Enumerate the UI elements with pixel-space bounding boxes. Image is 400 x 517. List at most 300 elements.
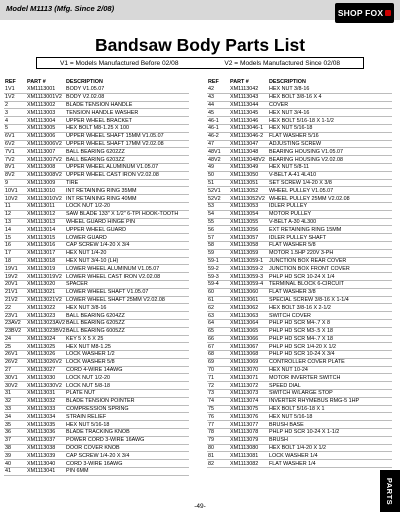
table-row xyxy=(207,180,392,188)
ref-cell: 69 xyxy=(208,359,214,366)
table-row xyxy=(4,86,189,94)
description-cell: PHLP HD SCR M4-.7 X 8 xyxy=(269,320,331,327)
part-number-cell: XM1113016 xyxy=(27,242,56,249)
description-cell: HEX NUT 5/16-18 xyxy=(269,125,313,132)
part-number-cell: XM1113062 xyxy=(230,304,259,311)
ref-cell: 12 xyxy=(5,211,11,218)
header-part: PART # xyxy=(27,79,46,85)
part-number-cell: XM1113010 xyxy=(27,187,56,194)
ref-cell: 59-3 xyxy=(208,273,219,280)
table-row xyxy=(4,413,189,421)
description-cell: SET SCREW 1/4-20 X 3/8 xyxy=(269,179,332,186)
part-number-cell: XM1113007 xyxy=(27,148,56,155)
ref-cell: 10V2 xyxy=(5,195,18,202)
ref-cell: 48V1 xyxy=(208,148,221,155)
table-row xyxy=(4,94,189,102)
table-row xyxy=(4,141,189,149)
table-row xyxy=(4,289,189,297)
description-cell: UPPER WHEEL ALUMINUM V1.05.07 xyxy=(66,164,159,171)
ref-cell: 66 xyxy=(208,335,214,342)
description-cell: LOCK WASHER 5/8 xyxy=(66,359,115,366)
ref-cell: 59-4 xyxy=(208,281,219,288)
part-number-cell: XM1113043 xyxy=(230,94,259,101)
part-number-cell: XM1113059-2 xyxy=(230,265,264,272)
table-header xyxy=(4,78,189,86)
table-row xyxy=(4,109,189,117)
table-row xyxy=(207,421,392,429)
table-row xyxy=(4,250,189,258)
ref-cell: 63 xyxy=(208,312,214,319)
ref-cell: 58 xyxy=(208,242,214,249)
ref-cell: 75 xyxy=(208,406,214,413)
table-row xyxy=(4,164,189,172)
part-number-cell: XM1113073 xyxy=(230,390,259,397)
part-number-cell: XM1113024 xyxy=(27,335,56,342)
part-number-cell: XM1113017 xyxy=(27,250,56,257)
ref-cell: 40 xyxy=(5,460,11,467)
ref-cell: 46-1 xyxy=(208,125,219,132)
part-number-cell: XM1113033 xyxy=(27,406,56,413)
description-cell: DOOR COVER KNOB xyxy=(66,445,120,452)
description-cell: SPACER xyxy=(66,281,88,288)
table-row xyxy=(4,452,189,460)
ref-cell: 65 xyxy=(208,328,214,335)
part-number-cell: XM1113067 xyxy=(230,343,259,350)
part-number-cell: XM1113012 xyxy=(27,211,56,218)
ref-cell: 16 xyxy=(5,242,11,249)
table-row xyxy=(4,382,189,390)
page-number: -49- xyxy=(194,503,206,510)
table-row xyxy=(4,406,189,414)
part-number-cell: XM1113060 xyxy=(230,289,259,296)
part-number-cell: XM1113001 xyxy=(27,86,56,93)
part-number-cell: XM1113068 xyxy=(230,351,259,358)
ref-cell: 47 xyxy=(208,140,214,147)
table-row xyxy=(207,242,392,250)
ref-cell: 26V2 xyxy=(5,359,18,366)
ref-cell: 19V2 xyxy=(5,273,18,280)
part-number-cell: XM1113061 xyxy=(230,296,259,303)
ref-cell: 79 xyxy=(208,437,214,444)
ref-cell: 10V1 xyxy=(5,187,18,194)
description-cell: CORD 4-WIRE 14AWG xyxy=(66,367,123,374)
part-number-cell: XM1113080 xyxy=(230,445,259,452)
ref-cell: 27 xyxy=(5,367,11,374)
ref-cell: 35 xyxy=(5,421,11,428)
part-number-cell: XM1113053 xyxy=(230,203,259,210)
table-row xyxy=(4,172,189,180)
description-cell: HEX NUT 3/4-10 (LH) xyxy=(66,257,119,264)
part-number-cell: XM1113081 xyxy=(230,452,259,459)
ref-cell: 54 xyxy=(208,211,214,218)
table-row xyxy=(207,94,392,102)
part-number-cell: XM1113047 xyxy=(230,140,259,147)
table-row xyxy=(207,445,392,453)
part-number-cell: XM1113038 xyxy=(27,445,56,452)
table-row xyxy=(207,109,392,117)
ref-cell: 53 xyxy=(208,203,214,210)
part-number-cell: XM1113035 xyxy=(27,421,56,428)
ref-cell: 24 xyxy=(5,335,11,342)
ref-cell: 23AV2 xyxy=(5,320,21,327)
table-row xyxy=(4,359,189,367)
table-row xyxy=(4,297,189,305)
description-cell: BEARING HOUSING V2.02.08 xyxy=(269,156,343,163)
ref-cell: 59-1 xyxy=(208,257,219,264)
table-row xyxy=(4,133,189,141)
ref-cell: 11 xyxy=(5,203,11,210)
part-number-cell: XM1113018 xyxy=(27,257,56,264)
part-number-cell: XM1113049 xyxy=(230,164,259,171)
description-cell: BODY V1.05.07 xyxy=(66,86,105,93)
table-row xyxy=(207,133,392,141)
description-cell: LOWER WHEEL CAST IRON V2.02.08 xyxy=(66,273,161,280)
description-cell: JUNCTION BOX REAR COVER xyxy=(269,257,347,264)
description-cell: LOCK WASHER 1/4 xyxy=(269,452,318,459)
description-cell: FLAT WASHER 1/4 xyxy=(269,460,316,467)
table-row xyxy=(207,156,392,164)
table-row xyxy=(207,429,392,437)
ref-cell: 33 xyxy=(5,406,11,413)
description-cell: UPPER WHEEL BRACKET xyxy=(66,117,132,124)
part-number-cell: XM1113004 xyxy=(27,117,56,124)
table-row xyxy=(207,273,392,281)
table-row xyxy=(4,117,189,125)
part-number-cell: XM1113013 xyxy=(27,218,56,225)
table-row xyxy=(207,219,392,227)
table-row xyxy=(4,304,189,312)
description-cell: LOCK NUT 1/2-20 xyxy=(66,203,110,210)
shop-fox-logo xyxy=(335,3,394,23)
ref-cell: 73 xyxy=(208,390,214,397)
table-row xyxy=(207,382,392,390)
ref-cell: 21V1 xyxy=(5,289,18,296)
table-row xyxy=(4,312,189,320)
ref-cell: 80 xyxy=(208,445,214,452)
description-cell: UPPER WHEEL SHAFT 15MM V1.05.07 xyxy=(66,133,164,140)
table-row xyxy=(207,258,392,266)
table-row xyxy=(4,258,189,266)
description-cell: BRUSH xyxy=(269,437,288,444)
header-description: DESCRIPTION xyxy=(66,79,103,85)
description-cell: CORD 3-WIRE 16AWG xyxy=(66,460,123,467)
table-row xyxy=(4,374,189,382)
ref-cell: 76 xyxy=(208,413,214,420)
table-row xyxy=(4,226,189,234)
page-title: Bandsaw Body Parts List xyxy=(94,35,306,55)
table-row xyxy=(207,117,392,125)
parts-table-right xyxy=(207,78,392,468)
table-row xyxy=(207,195,392,203)
table-row xyxy=(207,250,392,258)
ref-cell: 43 xyxy=(208,94,214,101)
part-number-cell: XM1113008V2 xyxy=(27,172,62,179)
part-number-cell: XM1113054 xyxy=(230,211,259,218)
part-number-cell: XM1113009 xyxy=(27,179,56,186)
ref-cell: 13 xyxy=(5,218,11,225)
description-cell: BALL BEARING 6202ZZ xyxy=(66,148,125,155)
part-number-cell: XM1113023BV2 xyxy=(27,328,66,335)
part-number-cell: XM1113010V2 xyxy=(27,195,62,202)
description-cell: SPEED DIAL xyxy=(269,382,301,389)
table-row xyxy=(207,141,392,149)
description-cell: BALL BEARING 6203ZZ xyxy=(66,156,125,163)
part-number-cell: XM1113082 xyxy=(230,460,259,467)
part-number-cell: XM1113021 xyxy=(27,289,56,296)
table-row xyxy=(207,351,392,359)
part-number-cell: XM1113039 xyxy=(27,452,56,459)
parts-table-left xyxy=(4,78,189,476)
part-number-cell: XM1113022 xyxy=(27,304,56,311)
table-row xyxy=(207,164,392,172)
part-number-cell: XM1113026V2 xyxy=(27,359,62,366)
part-number-cell: XM1113051 xyxy=(230,179,259,186)
table-row xyxy=(4,437,189,445)
part-number-cell: XM1113046 xyxy=(230,117,259,124)
ref-cell: 9 xyxy=(5,179,8,186)
table-row xyxy=(4,336,189,344)
description-cell: INVERTER RHYMEBUS RMG-5 1HP xyxy=(269,398,360,405)
ref-cell: 4 xyxy=(5,117,8,124)
legend-v2: V2 = Models Manufactured Since 02/08 xyxy=(224,59,341,67)
part-number-cell: XM1113071 xyxy=(230,374,259,381)
description-cell: LOWER GUARD xyxy=(66,234,107,241)
ref-cell: 82 xyxy=(208,460,214,467)
part-number-cell: XM1113020 xyxy=(27,281,56,288)
description-cell: HEX BOLT 5/16-18 X 1-1/2 xyxy=(269,117,334,124)
description-cell: PIN 6MM xyxy=(66,468,89,475)
description-cell: PHLP HD SCR 10-24 X 1-1/2 xyxy=(269,429,340,436)
ref-cell: 34 xyxy=(5,413,11,420)
description-cell: TERMINAL BLOCK 6-CIRCUIT xyxy=(269,281,344,288)
part-number-cell: XM1113076 xyxy=(230,413,259,420)
ref-cell: 67 xyxy=(208,343,214,350)
part-number-cell: XM1113008 xyxy=(27,164,56,171)
part-number-cell: XM1113041 xyxy=(27,468,56,475)
table-row xyxy=(4,281,189,289)
description-cell: WHEEL PULLEY 25MM V2.02.08 xyxy=(269,195,350,202)
description-cell: BALL BEARING 6205ZZ xyxy=(66,320,125,327)
table-row xyxy=(4,102,189,110)
description-cell: TIRE xyxy=(66,179,79,186)
table-row xyxy=(207,297,392,305)
table-row xyxy=(4,242,189,250)
ref-cell: 2 xyxy=(5,101,8,108)
ref-cell: 56 xyxy=(208,226,214,233)
table-row xyxy=(207,187,392,195)
ref-cell: 19V1 xyxy=(5,265,18,272)
part-number-cell: XM1113026 xyxy=(27,351,56,358)
header-ref: REF xyxy=(5,79,16,85)
description-cell: SAW BLADE 133" X 1/2" 6-TPI HOOK-TOOTH xyxy=(66,211,179,218)
table-row xyxy=(207,211,392,219)
description-cell: SWITCH W/LARGE STOP xyxy=(269,390,333,397)
table-row xyxy=(4,398,189,406)
description-cell: LOCK NUT 5/8-18 xyxy=(66,382,110,389)
description-cell: MOTOR PULLEY xyxy=(269,211,312,218)
part-number-cell: XM1113023AV2 xyxy=(27,320,66,327)
part-number-cell: XM1113014 xyxy=(27,226,56,233)
table-row xyxy=(4,180,189,188)
ref-cell: 81 xyxy=(208,452,214,459)
description-cell: UPPER WHEEL GUARD xyxy=(66,226,127,233)
ref-cell: 1V2 xyxy=(5,94,15,101)
legend-v1: V1 = Models Manufactured Before 02/08 xyxy=(59,59,179,67)
ref-cell: 51 xyxy=(208,179,214,186)
ref-cell: 14 xyxy=(5,226,11,233)
description-cell: HEX BOLT 3/8-16 X 2-1/2 xyxy=(269,304,331,311)
description-cell: HEX NUT 3/4-16 xyxy=(269,109,310,116)
table-row xyxy=(4,343,189,351)
fox-logo-icon xyxy=(385,10,391,16)
table-row xyxy=(4,460,189,468)
table-row xyxy=(207,86,392,94)
description-cell: BLADE TRACKING KNOB xyxy=(66,429,130,436)
table-row xyxy=(4,203,189,211)
table-row xyxy=(4,273,189,281)
description-cell: JUNCTION BOX FRONT COVER xyxy=(269,265,350,272)
table-row xyxy=(207,312,392,320)
table-row xyxy=(4,125,189,133)
description-cell: HEX BOLT 5/16-18 X 1 xyxy=(269,406,325,413)
description-cell: IDLER PULLEY SHAFT xyxy=(269,234,327,241)
ref-cell: 52V2 xyxy=(208,195,221,202)
part-number-cell: XM1113037 xyxy=(27,437,56,444)
ref-cell: 77 xyxy=(208,421,214,428)
header-ref: REF xyxy=(208,79,219,85)
table-row xyxy=(4,211,189,219)
description-cell: COMPRESSION SPRING xyxy=(66,406,129,413)
part-number-cell: XM1113079 xyxy=(230,437,259,444)
table-row xyxy=(207,265,392,273)
table-row xyxy=(4,367,189,375)
description-cell: CAP SCREW 1/4-20 X 3/4 xyxy=(66,452,130,459)
description-cell: BALL BEARING 6204ZZ xyxy=(66,312,125,319)
part-number-cell: XM1113027 xyxy=(27,367,56,374)
description-cell: V-BELT A-41 4L410 xyxy=(269,172,317,179)
table-row xyxy=(4,265,189,273)
description-cell: HEX NUT 5/16-18 xyxy=(269,413,313,420)
table-row xyxy=(207,328,392,336)
ref-cell: 62 xyxy=(208,304,214,311)
ref-cell: 44 xyxy=(208,101,214,108)
part-number-cell: XM1113011 xyxy=(27,203,55,210)
table-row xyxy=(207,460,392,468)
part-number-cell: XM1113058 xyxy=(230,242,259,249)
description-cell: PHLP HD SCR M3-.5 X 18 xyxy=(269,328,334,335)
description-cell: LOCK WASHER 1/2 xyxy=(66,351,115,358)
description-cell: HEX BOLT M8-1.25 X 100 xyxy=(66,125,130,132)
table-row xyxy=(207,359,392,367)
ref-cell: 72 xyxy=(208,382,214,389)
part-number-cell: XM1113021V2 xyxy=(27,296,62,303)
ref-cell: 25 xyxy=(5,343,11,350)
part-number-cell: XM1113059 xyxy=(230,250,259,257)
description-cell: IDLER PULLEY xyxy=(269,203,308,210)
part-number-cell: XM1113070 xyxy=(230,367,259,374)
part-number-cell: XM1113048 xyxy=(230,148,259,155)
table-row xyxy=(4,148,189,156)
part-number-cell: XM1113042 xyxy=(230,86,259,93)
ref-cell: 55 xyxy=(208,218,214,225)
ref-cell: 48V2 xyxy=(208,156,221,163)
description-cell: POWER CORD 3-WIRE 16AWG xyxy=(66,437,145,444)
description-cell: PHLP HD SCR M4-.7 X 18 xyxy=(269,335,334,342)
part-number-cell: XM1113077 xyxy=(230,421,259,428)
table-row xyxy=(207,374,392,382)
part-number-cell: XM1113030 xyxy=(27,374,56,381)
part-number-cell: XM1113063 xyxy=(230,312,259,319)
part-number-cell: XM1113034 xyxy=(27,413,56,420)
ref-cell: 7V2 xyxy=(5,156,15,163)
table-row xyxy=(207,413,392,421)
description-cell: FLAT WASHER 5/8 xyxy=(269,242,316,249)
table-row xyxy=(207,304,392,312)
header-description: DESCRIPTION xyxy=(269,79,306,85)
table-row xyxy=(207,452,392,460)
ref-cell: 38 xyxy=(5,445,11,452)
table-header xyxy=(207,78,392,86)
part-number-cell: XM1113031 xyxy=(27,390,56,397)
table-row xyxy=(4,156,189,164)
part-number-cell: XM1113075 xyxy=(230,406,259,413)
ref-cell: 20V1 xyxy=(5,281,18,288)
description-cell: ADJUSTING SCREW xyxy=(269,140,322,147)
part-number-cell: XM1113072 xyxy=(230,382,259,389)
header-part: PART # xyxy=(230,79,249,85)
part-number-cell: XM1113048V2 xyxy=(230,156,265,163)
part-number-cell: XM1113046-1 xyxy=(230,125,264,132)
description-cell: FLAT WASHER 5/16 xyxy=(269,133,319,140)
ref-cell: 1V1 xyxy=(5,86,15,93)
part-number-cell: XM1113019V2 xyxy=(27,273,62,280)
ref-cell: 49 xyxy=(208,164,214,171)
part-number-cell: XM1113001V2 xyxy=(27,94,62,101)
description-cell: LOWER WHEEL ALUMINUM V1.05.07 xyxy=(66,265,160,272)
description-cell: HEX NUT 3/8-16 xyxy=(269,86,310,93)
ref-cell: 15 xyxy=(5,234,11,241)
part-number-cell: XM1113045 xyxy=(230,109,259,116)
table-row xyxy=(4,351,189,359)
ref-cell: 45 xyxy=(208,109,214,116)
ref-cell: 31 xyxy=(5,390,11,397)
table-row xyxy=(207,289,392,297)
table-row xyxy=(4,468,189,476)
description-cell: PHLP HD SCR 1/4-20 X 1/2 xyxy=(269,343,337,350)
ref-cell: 8V2 xyxy=(5,172,15,179)
ref-cell: 30V1 xyxy=(5,374,18,381)
ref-cell: 59-2 xyxy=(208,265,219,272)
table-row xyxy=(4,429,189,437)
ref-cell: 68 xyxy=(208,351,214,358)
description-cell: STRAIN RELIEF xyxy=(66,413,107,420)
part-number-cell: XM1113066 xyxy=(230,335,259,342)
description-cell: WHEEL GUARD HINGE PIN xyxy=(66,218,135,225)
table-row xyxy=(4,390,189,398)
version-legend xyxy=(36,57,364,69)
table-row xyxy=(4,320,189,328)
ref-cell: 64 xyxy=(208,320,214,327)
ref-cell: 46-1 xyxy=(208,117,219,124)
ref-cell: 52V1 xyxy=(208,187,221,194)
ref-cell: 21V2 xyxy=(5,296,18,303)
part-number-cell: XM1113046-2 xyxy=(230,133,264,140)
description-cell: V-BELT A-30 4L300 xyxy=(269,218,317,225)
ref-cell: 46-2 xyxy=(208,133,219,140)
part-number-cell: XM1113064 xyxy=(230,320,259,327)
table-row xyxy=(207,398,392,406)
description-cell: HEX NUT 5/8-11 xyxy=(269,164,309,171)
